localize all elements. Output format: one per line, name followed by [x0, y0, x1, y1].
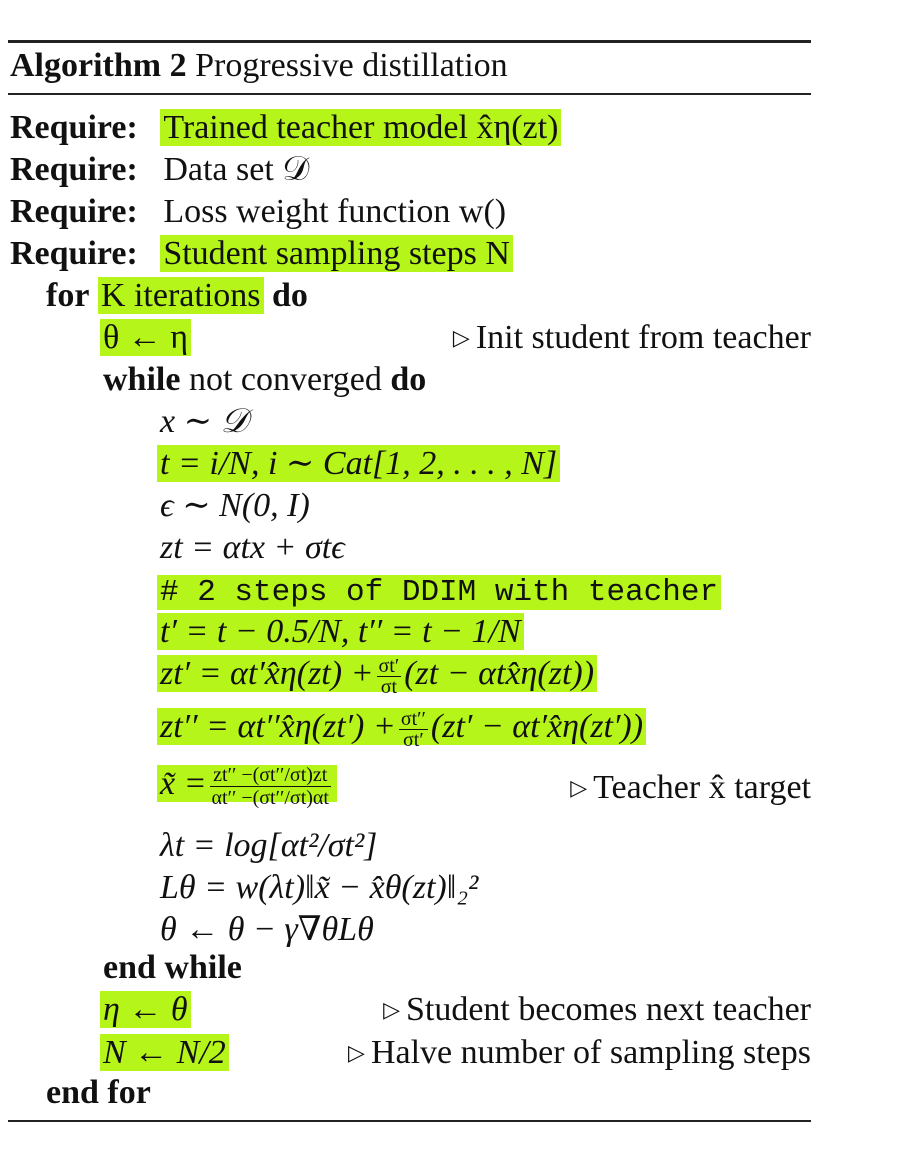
- z-t2-rhs: (zt′ − αt′x̂η(zt′)): [430, 708, 644, 745]
- for-line: [46, 276, 308, 316]
- z-t1-line: [157, 654, 597, 700]
- comment-init-student: [453, 318, 811, 358]
- while-keyword: while: [103, 361, 181, 398]
- z-t1-equation: [157, 654, 597, 698]
- lambda-line: [160, 826, 377, 866]
- comment-triangle-icon: ▷: [348, 1040, 365, 1065]
- sample-t-line: [157, 444, 560, 484]
- comment-triangle-icon: ▷: [452, 325, 470, 350]
- comment-next-teacher: [383, 990, 811, 1030]
- x-tilde-num: zt′′ −(σt′′/σt)zt: [210, 764, 331, 787]
- x-tilde-line: [157, 764, 337, 814]
- z-t-line: [160, 528, 345, 568]
- sample-eps-line: [160, 486, 310, 526]
- z-t1-lhs: zt′ = αt′x̂η(zt) +: [160, 655, 374, 692]
- update-equation: θ ← θ − γ∇θLθ: [160, 911, 374, 948]
- comment-text: Teacher x̂ target: [593, 769, 811, 806]
- algorithm-label: Algorithm 2: [10, 47, 187, 84]
- z-t1-den: σt: [380, 675, 398, 698]
- end-for: end for: [46, 1074, 151, 1111]
- x-tilde-den: αt′′ −(σt′′/σt)αt: [211, 787, 329, 809]
- for-condition: K iterations: [98, 277, 264, 314]
- algorithm-title: Progressive distillation: [195, 47, 508, 84]
- lambda-equation: λt = log[αt²/σt²]: [160, 827, 378, 864]
- while-line: [103, 360, 426, 400]
- loss-line: [160, 868, 478, 908]
- while-condition: not converged: [188, 361, 382, 398]
- comment-text: Halve number of sampling steps: [370, 1034, 811, 1071]
- comment-teacher-target: [570, 768, 811, 808]
- comment-text: Student becomes next teacher: [405, 991, 811, 1028]
- require-line: [10, 108, 561, 148]
- z-t2-lhs: zt′′ = αt′′x̂η(zt′) +: [160, 708, 396, 745]
- end-while: end while: [103, 949, 242, 986]
- end-while-line: [103, 948, 242, 988]
- comment-triangle-icon: ▷: [383, 997, 400, 1022]
- eta-update: η ← θ: [100, 991, 191, 1028]
- loss-equation: Lθ = w(λt)‖x̃ − x̂θ(zt)‖₂²: [160, 869, 479, 906]
- require-keyword: Require:: [10, 235, 138, 272]
- require-keyword: Require:: [10, 109, 138, 146]
- t-primes: t′ = t − 0.5/N, t′′ = t − 1/N: [157, 613, 524, 650]
- top-rule: [8, 40, 811, 43]
- z-t1-num: σt′: [378, 654, 400, 677]
- require-text: Data set 𝒟: [163, 151, 310, 188]
- x-tilde-equation: [157, 764, 337, 809]
- x-tilde-lhs: x̃ =: [160, 765, 207, 803]
- end-for-line: [46, 1073, 151, 1113]
- theta-init-line: [100, 318, 191, 358]
- sample-eps: ϵ ∼ N(0, I): [160, 487, 310, 524]
- ddim-comment: # 2 steps of DDIM with teacher: [157, 575, 721, 610]
- z-t2-num: σt′′: [400, 707, 426, 730]
- require-keyword: Require:: [10, 193, 138, 230]
- z-t2-line: [157, 707, 646, 753]
- sample-t: t = i/N, i ∼ Cat[1, 2, . . . , N]: [157, 445, 560, 482]
- require-keyword: Require:: [10, 151, 138, 188]
- comment-text: Init student from teacher: [475, 319, 811, 356]
- algorithm-header: [10, 46, 508, 86]
- require-line: [10, 234, 513, 274]
- theta-init: θ ← η: [100, 319, 191, 356]
- require-text: Loss weight function w(): [163, 193, 507, 230]
- x-tilde-fraction: [210, 764, 331, 809]
- n-update: N ← N/2: [100, 1034, 229, 1071]
- z-t1-fraction: [377, 656, 402, 697]
- z-t-equation: zt = αtx + σtϵ: [160, 529, 345, 566]
- sample-x: x ∼ 𝒟: [160, 403, 248, 440]
- require-line: [10, 150, 309, 190]
- z-t1-rhs: (zt − αtx̂η(zt)): [404, 655, 595, 692]
- do-keyword: do: [390, 361, 427, 398]
- require-text: Trained teacher model x̂η(zt): [160, 109, 561, 146]
- t-primes-line: [157, 612, 524, 652]
- bottom-rule: [8, 1120, 811, 1122]
- sample-x-line: [160, 402, 248, 442]
- z-t2-equation: [157, 707, 646, 751]
- require-text: Student sampling steps N: [160, 235, 513, 272]
- update-line: [160, 910, 374, 950]
- comment-triangle-icon: ▷: [570, 775, 588, 800]
- z-t2-fraction: [399, 709, 428, 750]
- for-keyword: for: [46, 277, 90, 314]
- comment-halve-steps: [348, 1033, 811, 1073]
- header-rule: [8, 93, 811, 95]
- n-update-line: [100, 1033, 229, 1073]
- z-t2-den: σt′: [403, 728, 424, 751]
- do-keyword: do: [272, 277, 308, 314]
- require-line: [10, 192, 506, 232]
- eta-update-line: [100, 990, 191, 1030]
- ddim-comment-line: [157, 570, 721, 610]
